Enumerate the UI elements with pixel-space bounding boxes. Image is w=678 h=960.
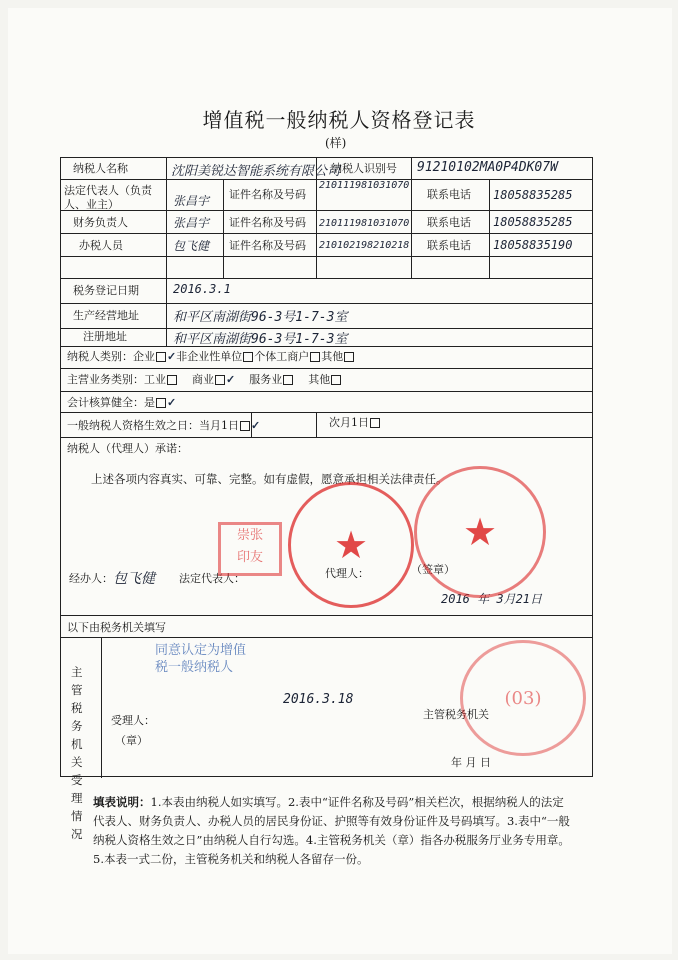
taxpayer-id-value: 91210102MA0P4DK07W	[417, 160, 558, 175]
agent-id-label: 证件名称及号码	[229, 239, 306, 252]
checkbox-commerce[interactable]	[215, 375, 225, 385]
seal-star-icon-2: ★	[462, 510, 498, 554]
finance-phone-label: 联系电话	[427, 216, 471, 229]
agent-value: 包飞健	[173, 239, 210, 253]
tax-office-side-label: 主管税务机关受理情况	[71, 665, 83, 841]
seal-star-icon: ★	[333, 523, 369, 567]
legal-rep-label: 法定代表人（负责人、业主）	[64, 184, 152, 212]
receiver-label: 受理人：	[111, 714, 155, 727]
taxpayer-id-label: 纳税人识别号	[331, 162, 397, 175]
accounting-row: 会计核算健全：是 ✓	[67, 396, 177, 409]
declaration-heading: 纳税人（代理人）承诺：	[67, 442, 188, 455]
finance-id-label: 证件名称及号码	[229, 216, 306, 229]
reg-date-value: 2016.3.1	[173, 282, 231, 296]
biz-addr-label: 生产经营地址	[73, 309, 139, 322]
taxpayer-name-value: 沈阳美锐达智能系统有限公司	[171, 164, 341, 179]
checkbox-industry[interactable]	[167, 375, 177, 385]
agent-id-value: 210102198210218	[319, 240, 410, 251]
biz-addr-value: 和平区南湖街96-3号1-7-3室	[173, 310, 348, 325]
legal-rep-value: 张昌宇	[173, 194, 210, 208]
checkbox-other-type[interactable]	[344, 352, 354, 362]
checkbox-individual[interactable]	[310, 352, 320, 362]
finance-id-value: 210111981031070	[319, 218, 410, 229]
legal-rep-phone-label: 联系电话	[427, 188, 471, 201]
handler-signature: 包飞健	[113, 571, 155, 587]
finance-value: 张昌宇	[173, 216, 210, 230]
checkbox-enterprise[interactable]	[156, 352, 166, 362]
approval-date: 2016.3.18	[283, 692, 354, 707]
effective-date-row: 一般纳税人资格生效之日：当月1日 ✓	[67, 419, 261, 432]
tax-office-heading: 以下由税务机关填写	[67, 621, 166, 634]
agent-label: 办税人员	[79, 239, 123, 252]
form-title: 增值税一般纳税人资格登记表	[202, 108, 476, 132]
reg-addr-label: 注册地址	[83, 330, 127, 343]
agent-signature-label: 代理人：	[325, 567, 369, 580]
checkbox-current-month[interactable]	[240, 421, 250, 431]
receiver-seal-note: （章）	[115, 734, 148, 747]
filling-instructions: 填表说明：1.本表由纳税人如实填写。2.表中“证件名称及号码”相关栏次，根据纳税人的法定代表人、财务负责人、办税人员的居民身份证、护照等有效身份证件及号码填写。3.表中“一般纳税人资格生效之日”由纳税人自行勾选。4.主管税务机关（章）指各办税服务厅业务专用章。5.本表一式二份，主管税务机关和纳税人各留存一份。	[93, 795, 570, 866]
form-subtitle: (样)	[325, 136, 347, 150]
business-type-row: 主营业务类别：工业 商业 ✓ 服务业 其他	[67, 373, 342, 387]
company-seal	[288, 482, 414, 608]
legal-rep-id-label: 证件名称及号码	[229, 188, 306, 201]
legal-rep-id-value: 210111981031070	[319, 180, 410, 191]
taxpayer-name-label: 纳税人名称	[73, 162, 128, 175]
checkbox-next-month[interactable]	[370, 418, 380, 428]
declaration-text: 上述各项内容真实、可靠、完整。如有虚假，愿意承担相关法律责任。	[91, 472, 448, 486]
taxpayer-type-row: 纳税人类别：企业 ✓非企业性单位 个体工商户 其他	[67, 350, 355, 364]
tax-office-date-footer: 年 月 日	[451, 756, 491, 769]
checkbox-accounting-yes[interactable]	[156, 398, 166, 408]
agent-phone-value: 18058835190	[493, 238, 573, 252]
declaration-date: 2016 年 3月21日	[441, 592, 543, 606]
second-company-seal	[414, 466, 546, 598]
reg-addr-value: 和平区南湖街96-3号1-7-3室	[173, 332, 348, 347]
tax-office-label: 主管税务机关	[423, 708, 489, 721]
handler-label: 经办人：	[69, 572, 113, 585]
legal-rep-phone-value: 18058835285	[493, 188, 573, 202]
legal-rep-signature-label: 法定代表人：	[179, 572, 245, 585]
finance-label: 财务负责人	[73, 216, 128, 229]
checkbox-non-enterprise[interactable]	[243, 352, 253, 362]
approval-stamp: 同意认定为增值 税一般纳税人	[155, 643, 247, 675]
checkbox-service[interactable]	[283, 375, 293, 385]
tax-office-seal: (03)	[460, 640, 586, 756]
effective-next-month: 次月1日	[329, 416, 381, 430]
agent-phone-label: 联系电话	[427, 239, 471, 252]
name-stamp: 崇张 印友	[218, 522, 282, 576]
finance-phone-value: 18058835285	[493, 215, 573, 229]
seal-note: （签章）	[411, 563, 455, 576]
reg-date-label: 税务登记日期	[73, 284, 139, 297]
checkbox-other-business[interactable]	[331, 375, 341, 385]
